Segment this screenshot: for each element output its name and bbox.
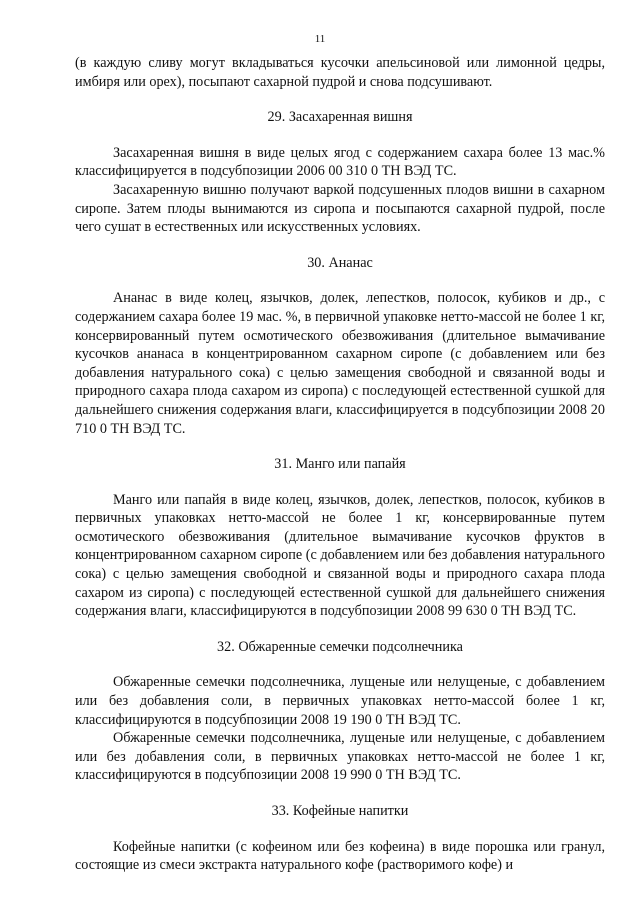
- section-33-heading: 33. Кофейные напитки: [271, 803, 409, 819]
- section-30-paragraph-1: Ананас в виде колец, язычков, долек, лепестков, полосок, кубиков и др., с содержанием сахара более 19 мас. %, в первичной упаковке нетто-массой не более 1 кг, консервированный путем осмотического обезвоживания (длительное вымачивание кусочков ананаса в концентрированном сахарном сиропе (с добавлением или без добавления натурального сока) с целью замещения свободной и связанной воды и природного сахара плода сахаром из сиропа) с последующей естественной сушкой для дальнейшего снижения содержания влаги, классифицируется в подсубпозиции 2008 20 710 0 ТН ВЭД ТС.: [75, 290, 605, 437]
- section-30-heading: 30. Ананас: [307, 254, 373, 271]
- section-29-paragraph-1: Засахаренная вишня в виде целых ягод с содержанием сахара более 13 мас.% классифицируется в подсубпозиции 2006 00 310 0 ТН ВЭД ТС.: [75, 144, 605, 180]
- section-32-heading: 32. Обжаренные семечки подсолнечника: [217, 638, 463, 655]
- page-content: [75, 54, 605, 875]
- section-32-paragraph-2: Обжаренные семечки подсолнечника, лущеные или нелущеные, с добавлением или без добавления соли, в первичных упаковках нетто-массой не более 1 кг, классифицируются в подсубпозиции 2008 19 990 0 ТН ВЭД ТС.: [75, 730, 605, 784]
- section-29-paragraph-2: Засахаренную вишню получают варкой подсушенных плодов вишни в сахарном сиропе. Затем плоды вынимаются из сиропа и посыпаются сахарной пудрой, после чего сушат в естественных или искусственных условиях.: [75, 181, 605, 236]
- section-33-paragraph-1: Кофейные напитки (с кофеином или без кофеина) в виде порошка или гранул, состоящие из смеси экстракта натурального кофе (растворимого кофе) и: [75, 838, 605, 874]
- section-31-heading: 31. Манго или папайя: [274, 456, 406, 473]
- section-31-paragraph-1: Манго или папайя в виде колец, язычков, долек, лепестков, полосок, кубиков в первичных упаковках нетто-массой не более 1 кг, консервированные путем осмотического обезвоживания (длительное вымачивание кусочков фруктов в концентрированном сахарном сиропе (с добавлением или без добавления натурального сока) с целью замещения свободной и связанной воды и природного сахара плода сахаром из сиропа) с последующей естественной сушкой для дальнейшего снижения содержания влаги, классифицируются в подсубпозиции 2008 99 630 0 ТН ВЭД ТС.: [75, 491, 605, 620]
- section-32-paragraph-1: Обжаренные семечки подсолнечника, лущеные или нелущеные, с добавлением или без добавления соли, в первичных упаковках нетто-массой более 1 кг, классифицируются в подсубпозиции 2008 19 190 0 ТН ВЭД ТС.: [75, 674, 605, 728]
- page-number: 11: [314, 33, 326, 45]
- intro-paragraph: (в каждую сливу могут вкладываться кусочки апельсиновой или лимонной цедры, имбиря или орех), посыпают сахарной пудрой и снова подсушивают.: [75, 55, 605, 90]
- section-29-heading: 29. Засахаренная вишня: [267, 109, 413, 126]
